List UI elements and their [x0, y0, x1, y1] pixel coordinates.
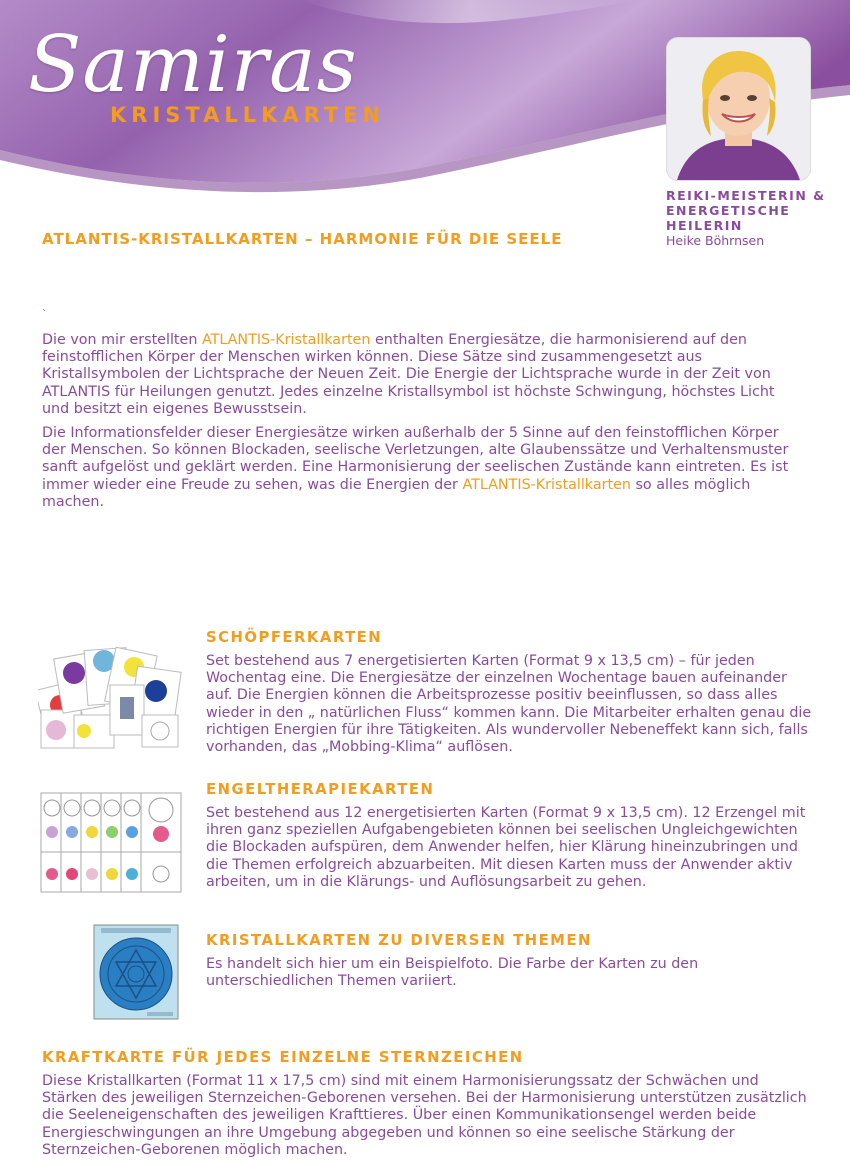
section-text-sternzeichen: Diese Kristallkarten (Format 11 x 17,5 cm) sind mit einem Harmonisierungssatz der Schwächen und Stärken des jeweiligen Sternzeichen-Geborenen versehen. Bei der Harmonisierung unterstützen zusätzlich die Seeleneigenschaften des jeweiligen Krafttieres. Über einen Kommunikationsengel werden beide Energieschwingungen an ihre Umgebung abgegeben und können so eine seelische Stärkung der Sternzeichen-Geborenen möglich machen.	[42, 1073, 807, 1158]
intro-p1-highlight: ATLANTIS-Kristallkarten	[201, 332, 371, 348]
section-text-kristallkarten-themen: Es handelt sich hier um ein Beispielfoto. Die Farbe der Karten zu den unterschiedlichen Themen variiert.	[206, 956, 699, 990]
section-title-schoepferkarten: SCHÖPFERKARTEN	[206, 629, 383, 646]
profile-role-line3: HEILERIN	[666, 218, 743, 233]
intro-p1-text-a: Die von mir erstellten	[42, 332, 202, 348]
section-title-kristallkarten-themen: KRISTALLKARTEN ZU DIVERSEN THEMEN	[206, 932, 592, 949]
engeltherapiekarten-image	[40, 792, 182, 894]
section-text-engeltherapiekarten: Set bestehend aus 12 energetisierten Karten (Format 9 x 13,5 cm). 12 Erzengel mit ihren ganz speziellen Aufgabengebieten können bei seelischen Ungleichgewichten die Blockaden aufspüren, dem Anwender helfen, hier Klärung hineinzubringen und die Themen erfolgreich abzuarbeiten. Mit diesen Karten muss der Anwender aktiv arbeiten, um in die Klärungs- und Auflösungsarbeit zu gehen.	[206, 805, 806, 890]
kristallkarten-themen-image	[93, 924, 179, 1020]
intro-p2-text-a: Die Informationsfelder dieser Energiesätze wirken außerhalb der 5 Sinne auf den feinstofflichen Körper der Menschen. So können Blockaden, seelische Verletzungen, alte Glaubenssätze und Verhaltensmuster sanft aufgelöst und geklärt werden. Eine Harmonisierung der seelischen Zustände kann eintreten. Es ist immer wieder eine Freude zu sehen, was die Energien der	[42, 425, 789, 493]
intro-paragraph-2	[42, 425, 802, 511]
logo-subtitle: KRISTALLKARTEN	[110, 103, 386, 127]
profile-photo	[666, 37, 811, 181]
section-title-engeltherapiekarten: ENGELTHERAPIEKARTEN	[206, 781, 435, 798]
logo-script: Samiras	[28, 20, 358, 110]
profile-name: Heike Böhrnsen	[666, 233, 765, 248]
section-text-schoepferkarten: Set bestehend aus 7 energetisierten Karten (Format 9 x 13,5 cm) – für jeden Wochentag eine. Die Energiesätze der einzelnen Wochentage bauen aufeinander auf. Die Energien können die Arbeitsprozesse positiv beeinflussen, so dass alles wieder in den „ natürlichen Fluss“ kommen kann. Die Mitarbeiter erhalten genau die richtigen Energien für ihre Tätigkeiten. Als wundervoller Nebeneffekt kann sich, falls vorhanden, das „Mobbing-Klima“ auflösen.	[206, 653, 812, 756]
page-title: ATLANTIS-KRISTALLKARTEN – HARMONIE FÜR DIE SEELE	[42, 230, 563, 248]
intro-paragraph-1	[42, 332, 802, 418]
schoepferkarten-image	[38, 645, 183, 750]
intro-p2-highlight: ATLANTIS-Kristallkarten	[462, 476, 631, 493]
profile-role-line2: ENERGETISCHE	[666, 203, 791, 218]
stray-mark: `	[42, 309, 47, 320]
intro-p2-text-b: so alles möglich machen.	[42, 476, 751, 510]
intro-p1-text-b: enthalten Energiesätze, die harmonisierend auf den feinstofflichen Körper der Menschen wirken können. Diese Sätze sind zusammengesetzt aus Kristallsymbolen der Lichtsprache der Neuen Zeit. Die Energie der Lichtsprache wurde in der Zeit von ATLANTIS für Heilungen genutzt. Jedes einzelne Kristallsymbol ist höchste Schwingung, höchstes Licht und besitzt ein eigenes Bewusstsein.	[42, 332, 775, 417]
profile-role-line1: REIKI-MEISTERIN &	[666, 188, 826, 203]
section-title-sternzeichen: KRAFTKARTE FÜR JEDES EINZELNE STERNZEICHEN	[42, 1049, 524, 1066]
profile-caption	[666, 188, 846, 248]
